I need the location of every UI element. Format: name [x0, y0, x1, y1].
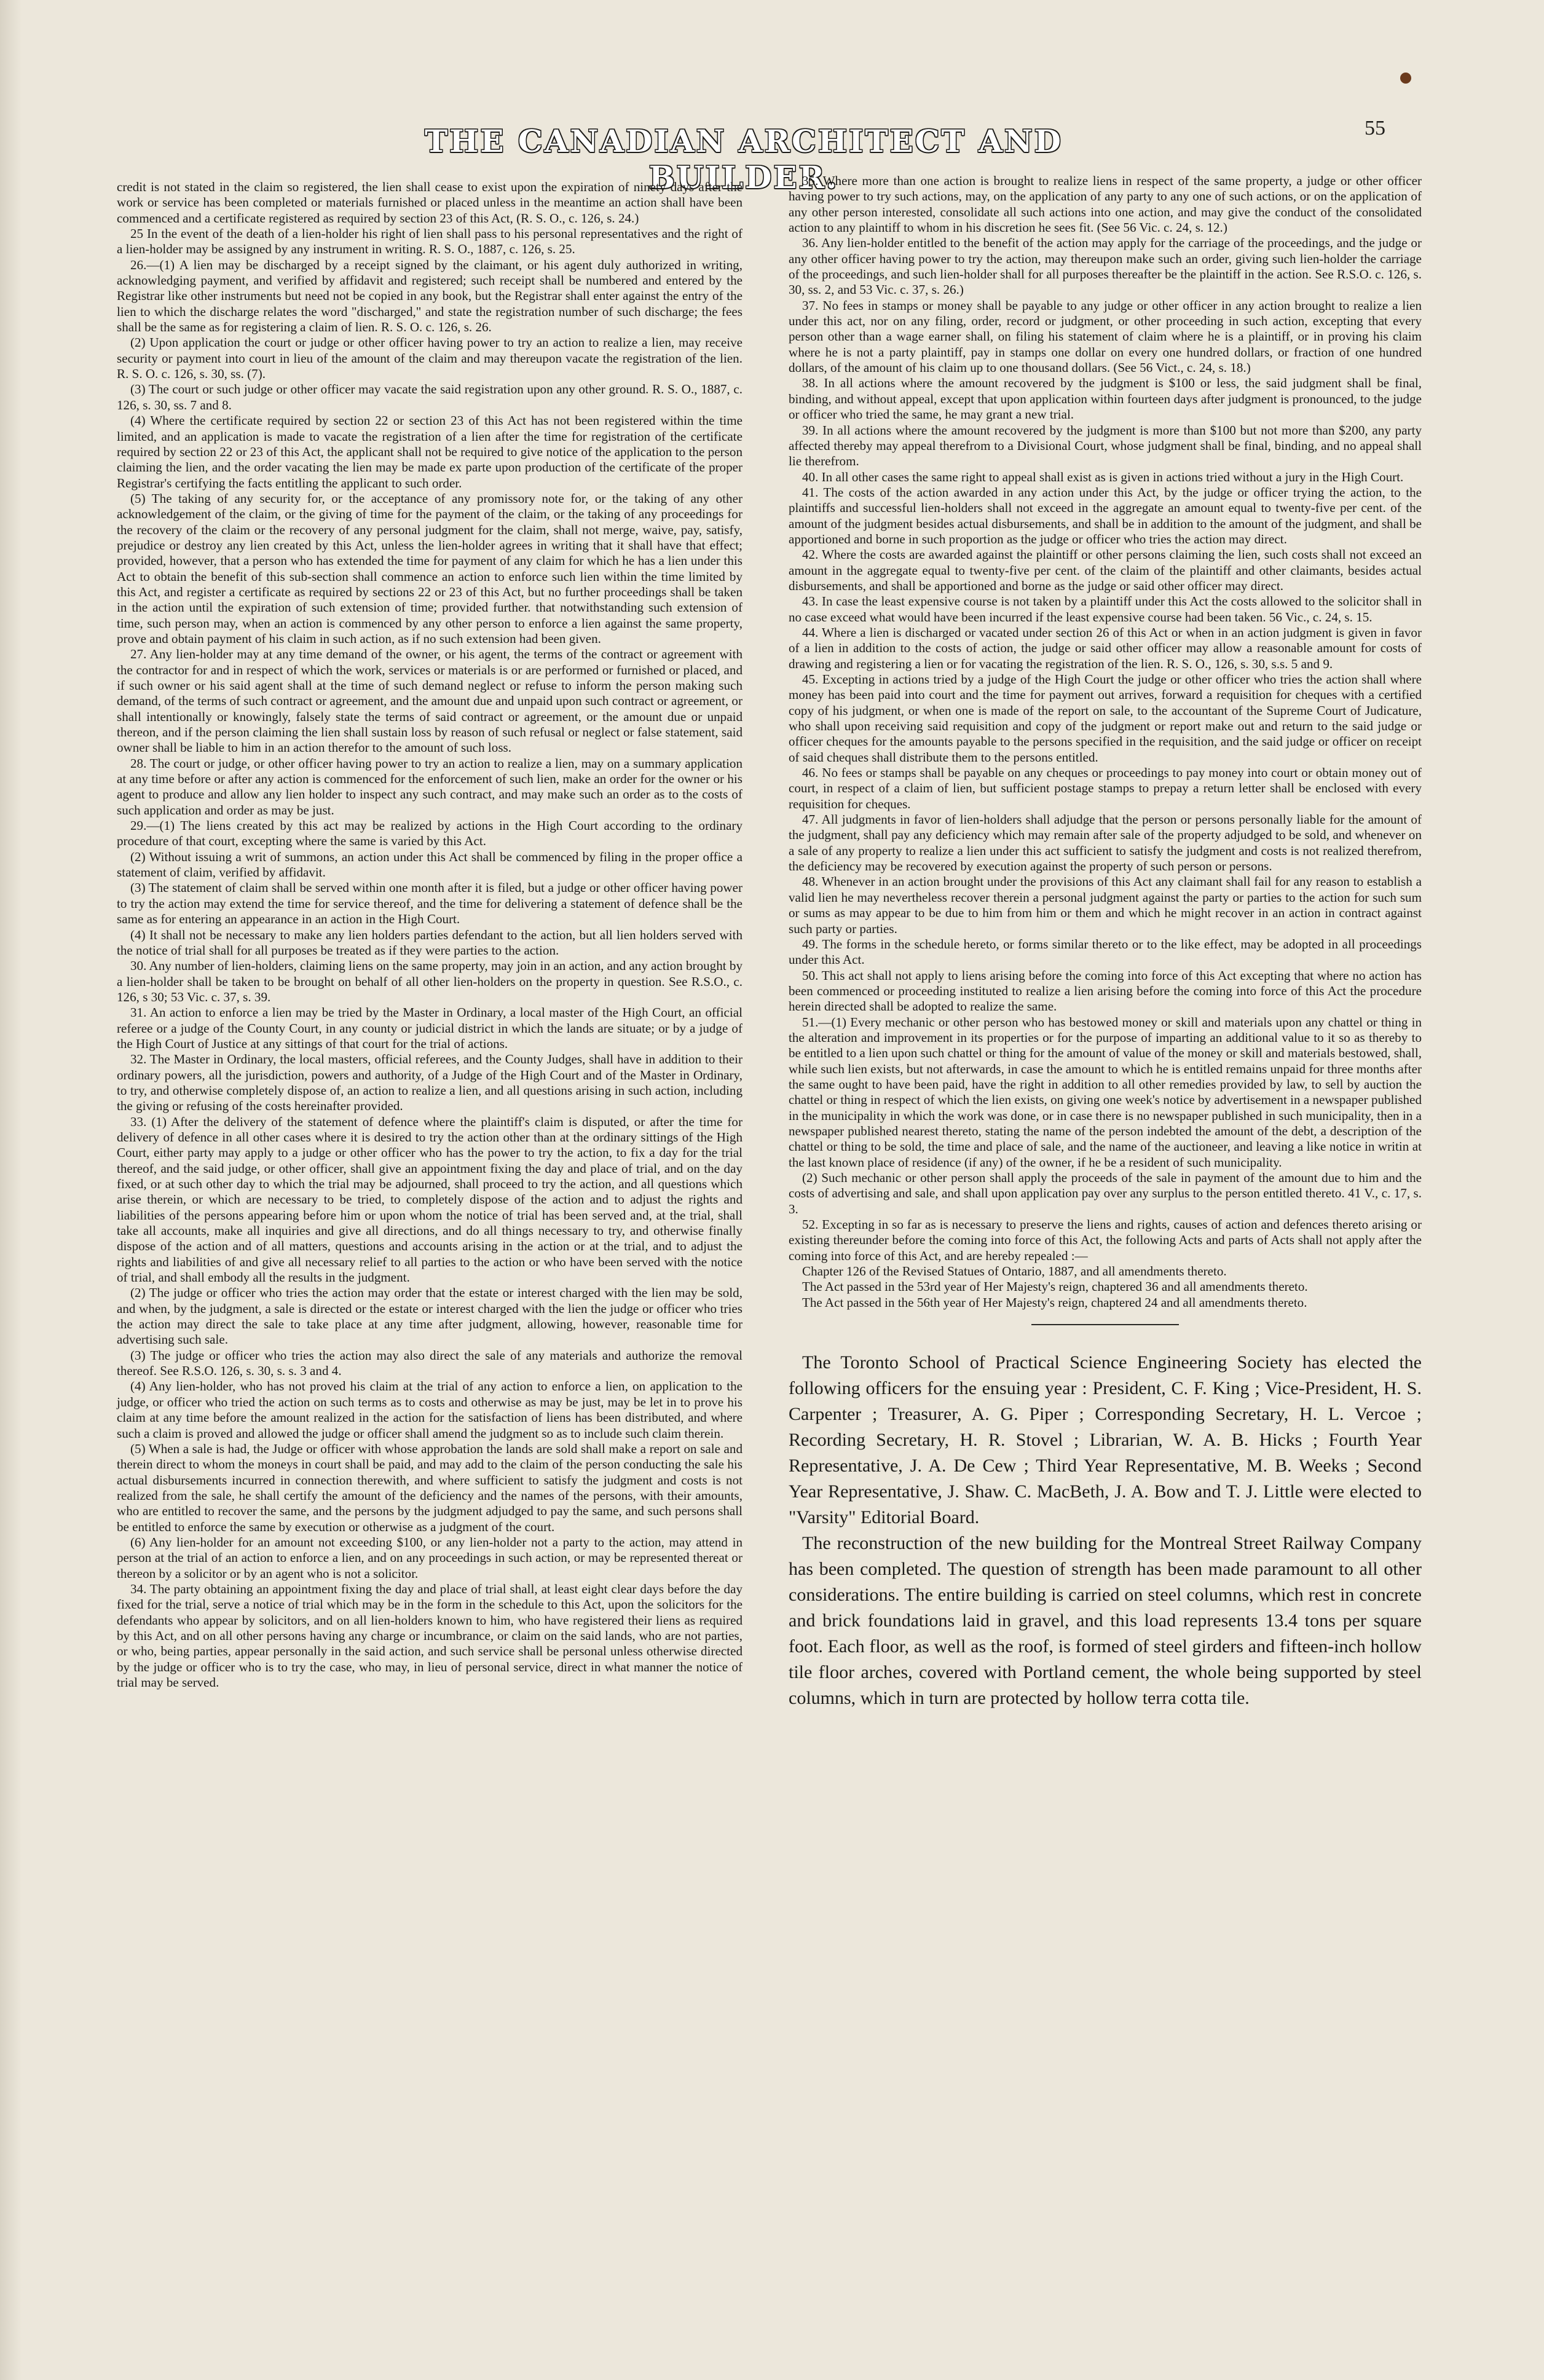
- statute-paragraph: 37. No fees in stamps or money shall be payable to any judge or other officer in any action brought to realize a lien under this act, nor on any filing, order, record or judgment, or other proceeding in such action, excepting that every person other than a wage earner shall, on filing his statement of claim where he is a plaintiff, or in proving his claim where he is not a party plaintiff, pay in stamps one dollar on every one hundred dollars, or fraction of one hundred dollars, of the amount of his claim up to one thousand dollars. (See 56 Vict., c. 24, s. 18.): [789, 298, 1422, 376]
- statute-paragraph: 25 In the event of the death of a lien-holder his right of lien shall pass to his personal representatives and the right of a lien-holder may be assigned by any instrument in writing. R. S. O., 1887, c. 126, s. 25.: [117, 226, 742, 257]
- statute-paragraph: (5) The taking of any security for, or the acceptance of any promissory note for, or the taking of any other acknowledgement of the claim, or the giving of time for the payment of the claim, or the taking of any proceedings for the recovery of the claim or the recovery of any personal judgment for the claim, shall not merge, waive, pay, satisfy, prejudice or destroy any lien created by this Act, unless the lien-holder agrees in writing that it shall have that effect; provided, however, that a person who has extended the time for payment of any claim for which he has a lien under this Act to obtain the benefit of this sub-section shall commence an action to enforce such lien within the time limited by this Act, and register a certificate as required by sections 22 or 23 of this Act, but no further proceedings shall be taken in the action until the expiration of such extension of time; provided further. that notwithstanding such extension of time, such person may, when an action is commenced by any other person to enforce a lien against the same property, prove and obtain payment of his claim in such action, as if no such extension had been given.: [117, 491, 742, 646]
- statute-paragraph: credit is not stated in the claim so registered, the lien shall cease to exist upon the expiration of ninety days after the work or service has been completed or materials furnished or placed unless in the meantime an action shall have been commenced and a certificate registered as required by section 23 of this Act, (R. S. O., c. 126, s. 24.): [117, 179, 742, 226]
- news-notes: [789, 1350, 1422, 1711]
- news-note-paragraph: The reconstruction of the new building for the Montreal Street Railway Company has been completed. The question of strength has been made paramount to all other considerations. The entire building is carried on steel columns, which rest in concrete and brick foundations laid in gravel, and this load represents 13.4 tons per square foot. Each floor, as well as the roof, is formed of steel girders and fifteen-inch hollow tile floor arches, covered with Portland cement, the whole being supported by steel columns, which in turn are protected by hollow terra cotta tile.: [789, 1533, 1422, 1709]
- binding-shadow: [0, 0, 22, 2380]
- statute-paragraph: The Act passed in the 56th year of Her Majesty's reign, chaptered 24 and all amendments thereto.: [802, 1294, 1307, 1310]
- statute-paragraph: 38. In all actions where the amount recovered by the judgment is $100 or less, the said judgment shall be final, binding, and without appeal, except that upon application within fourteen days after judgment is pronounced, to the judge or officer who tried the same, he may grant a new trial.: [789, 376, 1422, 422]
- statute-paragraph: 34. The party obtaining an appointment fixing the day and place of trial shall, at least eight clear days before the day fixed for the trial, serve a notice of trial which may be in the form in the schedule to this Act, upon the solicitors for the defendants who appear by solicitors, and on all lien-holders known to him, who have registered their liens as required by this Act, and on all other persons having any charge or incumbrance, or claim on the said lands, who are not parties, or who, being parties, appear personally in the said action, and such service shall be personal unless otherwise directed by the judge or officer who is to try the case, who may, in lieu of personal service, direct in what manner the notice of trial may be served.: [117, 1581, 742, 1690]
- statute-paragraph: (3) The court or such judge or other officer may vacate the said registration upon any other ground. R. S. O., 1887, c. 126, s. 30, ss. 7 and 8.: [117, 382, 742, 412]
- statute-paragraph: (4) It shall not be necessary to make any lien holders parties defendant to the action, but all lien holders served with the notice of trial shall for all purposes be treated as if they were parties to the action.: [117, 927, 742, 958]
- statute-paragraph: 35. Where more than one action is brought to realize liens in respect of the same property, a judge or other officer having power to try such actions, may, on the application of any party to any one of such actions, or on the application of any other person interested, consolidate all such actions into one action, and may give the conduct of the consolidated action to any plaintiff to whom in his discretion he sees fit. (See 56 Vic. c. 24, s. 12.): [789, 173, 1422, 235]
- statute-paragraph: (2) The judge or officer who tries the action may order that the estate or interest charged with the lien may be sold, and when, by the judgment, a sale is directed or the estate or interest charged with the lien the judge or officer who tries the action may direct the sale to take place at any time after judgment, allowing, however, reasonable time for advertising such sale.: [117, 1285, 742, 1347]
- right-column: [789, 173, 1422, 1711]
- statute-paragraph: 27. Any lien-holder may at any time demand of the owner, or his agent, the terms of the contract or agreement with the contractor for and in respect of which the work, services or materials is or are performed or furnished or placed, and if such owner or his said agent shall at the time of such demand neglect or refuse to inform the person making such demand, of the terms of such contract or agreement, and the amount due and unpaid upon such contract or agreement, or shall intentionally or knowingly, falsely state the terms of said contract or agreement, or the amount due or unpaid thereon, and if the person claiming the lien shall sustain loss by reason of such refusal or neglect or false statement, said owner shall be liable to him in an action therefor to the amount of such loss.: [117, 647, 742, 755]
- statute-paragraph: (5) When a sale is had, the Judge or officer with whose approbation the lands are sold shall make a report on sale and therein direct to whom the moneys in court shall be paid, and may add to the claim of the person conducting the sale his actual disbursements incurred in connection therewith, and where sufficient to satisfy the judgment and costs is not realized from the sale, he shall certify the amount of the deficiency and the names of the persons, with their amounts, who are entitled to recover the same, and the persons by the judgment adjudged to pay the same, and such persons shall be entitled to enforce the same by execution or otherwise as a judgment of the court.: [117, 1441, 742, 1534]
- statute-paragraph: (4) Where the certificate required by section 22 or section 23 of this Act has not been registered within the time limited, and an application is made to vacate the registration of a lien after the time for registration of the certificate required by section 22 or 23 of this Act, the applicant shall not be required to give notice of the application to the person claiming the lien, and the order vacating the lien may be made ex parte upon production of the certificate of the proper Registrar's certifying the facts entitling the applicant to such order.: [117, 413, 742, 491]
- statute-paragraph: The Act passed in the 53rd year of Her Majesty's reign, chaptered 36 and all amendments thereto.: [802, 1279, 1308, 1294]
- statute-paragraph: 41. The costs of the action awarded in any action under this Act, by the judge or officer trying the action, to the plaintiffs and successful lien-holders shall not exceed in the aggregate an amount equal to twenty-five per cent. of the amount of the judgment besides actual disbursements, and shall be in addition to the amount of the judgment, and shall be apportioned and borne in such proportion as the judge or officer who tries the action may direct.: [789, 484, 1422, 546]
- statute-paragraph: (3) The judge or officer who tries the action may also direct the sale of any materials and authorize the removal thereof. See R.S.O. 126, s. 30, s. s. 3 and 4.: [117, 1347, 742, 1379]
- statute-paragraph: 42. Where the costs are awarded against the plaintiff or other persons claiming the lien, such costs shall not exceed an amount in the aggregate equal to twenty-five per cent. of the claim of the plaintiff and other claimants, besides actual disbursements, and shall be apportioned and borne as the judge or said other officer may direct.: [789, 547, 1422, 593]
- statute-paragraph: 33. (1) After the delivery of the statement of defence where the plaintiff's claim is disputed, or after the time for delivery of defence in all other cases where it is desired to try the action other than at the ordinary sittings of the High Court, either party may apply to a judge or other officer who has the power to try the action, to fix a day for the trial thereof, and the said judge, or other officer, shall give an appointment fixing the day and place of trial, and on the day fixed, or at such other day to which the trial may be adjourned, shall proceed to try the action, and all questions which arise therein, or which are necessary to be tried, to completely dispose of the action and to adjust the rights and liabilities of the persons appearing before him or upon whom the notice of trial has been served and, at the trial, shall take all accounts, make all inquiries and give all directions, and do all things necessary to try, and otherwise finally dispose of the action and of all matters, questions and accounts arising in the action or at the trial, and to adjust the rights and liabilities of and give all necessary relief to all parties to the action or who have been served with the notice of trial, and shall embody all the results in the judgment.: [117, 1114, 742, 1285]
- statute-paragraph: 31. An action to enforce a lien may be tried by the Master in Ordinary, a local master of the High Court, an official referee or a judge of the County Court, in any county or judicial district in which the lands are situate; or by a judge of the High Court of Justice at any sittings of that court for the trial of actions.: [117, 1005, 742, 1051]
- statute-paragraph: 44. Where a lien is discharged or vacated under section 26 of this Act or when in an action judgment is given in favor of a lien in addition to the costs of action, the judge or said other officer may allow a reasonable amount for costs of drawing and registering a lien or for vacating the registration of the lien. R. S. O., 126, s. 30, s.s. 5 and 9.: [789, 625, 1422, 671]
- statute-paragraph: 32. The Master in Ordinary, the local masters, official referees, and the County Judges, shall have in addition to their ordinary powers, all the jurisdiction, powers and authority, of a Judge of the High Court and of the Master in Ordinary, to try, and otherwise completely dispose of, an action to realize a lien, and all questions arising in such action, including the giving or refusing of the costs hereinafter provided.: [117, 1052, 742, 1114]
- statute-paragraph: 43. In case the least expensive course is not taken by a plaintiff under this Act the costs allowed to the solicitor shall in no case exceed what would have been incurred if the least expensive course had been taken. 56 Vic., c. 24, s. 15.: [789, 594, 1422, 625]
- statute-paragraph: (4) Any lien-holder, who has not proved his claim at the trial of any action to enforce a lien, on application to the judge, or officer who tried the action on such terms as to costs and otherwise as may be just, may be let in to prove his claim at any time before the amount realized in the action for the satisfaction of liens has been distributed, and where such a claim is proved and allowed the judge or officer shall amend the judgment so as to include such claim therein.: [117, 1379, 742, 1441]
- statute-paragraph: 46. No fees or stamps shall be payable on any cheques or proceedings to pay money into court or obtain money out of court, in respect of a claim of lien, but sufficient postage stamps to prepay a return letter shall be enclosed with every requisition for cheques.: [789, 765, 1422, 811]
- statute-paragraph: 40. In all other cases the same right to appeal shall exist as is given in actions tried without a jury in the High Court.: [802, 469, 1404, 484]
- running-head: THE CANADIAN ARCHITECT AND BUILDER.: [424, 123, 1063, 195]
- statute-paragraph: (2) Such mechanic or other person shall apply the proceeds of the sale in payment of the amount due to him and the costs of advertising and sale, and shall upon application pay over any surplus to the person entitled thereto. 41 V., c. 17, s. 3.: [789, 1170, 1422, 1216]
- statute-paragraph: 28. The court or judge, or other officer having power to try an action to realize a lien, may on a summary application at any time before or after any action is commenced for the enforcement of such lien, make an order for the owner or his agent to produce and allow any lien holder to inspect any such contract, and may make such an order as to the costs of such application and order as may be just.: [117, 755, 742, 818]
- statute-paragraph: (2) Upon application the court or judge or other officer having power to try an action to realize a lien, may receive security or payment into court in lieu of the amount of the claim and may thereupon vacate the registration of the lien. R. S. O. c. 126, s. 30, ss. (7).: [117, 335, 742, 382]
- statute-paragraph: 47. All judgments in favor of lien-holders shall adjudge that the person or persons personally liable for the amount of the judgment, shall pay any deficiency which may remain after sale of the property adjudged to be sold, and whenever on a sale of any property to realize a lien under this act sufficient to satisfy the judgment and costs is not realized therefrom, the deficiency may be recovered by execution against the property of such person or persons.: [789, 812, 1422, 874]
- statute-paragraph: 52. Excepting in so far as is necessary to preserve the liens and rights, causes of action and defences thereto arising or existing thereunder before the coming into force of this Act, the following Acts and parts of Acts shall not apply after the coming into force of this Act, and are hereby repealed :—: [789, 1217, 1422, 1263]
- statute-paragraph: 48. Whenever in an action brought under the provisions of this Act any claimant shall fail for any reason to establish a valid lien he may nevertheless recover therein a personal judgment against the party or parties to the action for such sum or sums as may appear to be due to him from him or them and which he might recover in an action in contract against such party or parties.: [789, 874, 1422, 936]
- statute-paragraph: 39. In all actions where the amount recovered by the judgment is more than $100 but not more than $200, any party affected thereby may appeal therefrom to a Divisional Court, whose judgment shall be final, binding, and no appeal shall lie therefrom.: [789, 422, 1422, 469]
- statute-paragraph: Chapter 126 of the Revised Statues of Ontario, 1887, and all amendments thereto.: [802, 1264, 1227, 1279]
- statute-paragraph: (3) The statement of claim shall be served within one month after it is filed, but a judge or other officer having power to try the action may extend the time for service thereof, and the time for delivering a statement of defence shall be the same as for entering an appearance in an action in the High Court.: [117, 880, 742, 927]
- right-column-statute-text: [789, 173, 1422, 1310]
- statute-paragraph: 49. The forms in the schedule hereto, or forms similar thereto or to the like effect, may be adopted in all proceedings under this Act.: [789, 936, 1422, 967]
- statute-paragraph: 45. Excepting in actions tried by a judge of the High Court the judge or other officer who tries the action shall where money has been paid into court and the time for payment out arrives, forward a requisition for cheques with a certified copy of his judgment, or when one is made of the report on sale, to the accountant of the Supreme Court of Judicature, who shall upon receiving said requisition and copy of the judgment or report make out and return to the said judge or officer cheques for the amounts payable to the persons specified in the requisition, and the said judge or officer on receipt of said cheques shall distribute them to the persons entitled.: [789, 672, 1422, 765]
- statute-paragraph: 36. Any lien-holder entitled to the benefit of the action may apply for the carriage of the proceedings, and the judge or any other officer having power to try the action, may thereupon make such an order, giving such lien-holder the carriage of the proceedings, and such lien-holder shall for all purposes thereafter be the plaintiff in the action. See R.S.O. c. 126, s. 30, ss. 2, and 53 Vic. c. 37, s. 26.): [789, 235, 1422, 298]
- statute-paragraph: 29.—(1) The liens created by this act may be realized by actions in the High Court according to the ordinary procedure of that court, excepting where the same is varied by this Act.: [117, 818, 742, 849]
- statute-paragraph: 50. This act shall not apply to liens arising before the coming into force of this Act excepting that where no action has been commenced or proceeding instituted to realize a lien arising before the coming into force of this Act the procedure herein directed shall be adopted to realize the same.: [789, 967, 1422, 1014]
- section-divider: [1031, 1324, 1179, 1325]
- statute-paragraph: 26.—(1) A lien may be discharged by a receipt signed by the claimant, or his agent duly authorized in writing, acknowledging payment, and verified by affidavit and registered; such receipt shall be numbered and entered by the Registrar like other instruments but need not be copied in any book, but the Registrar shall enter against the entry of the lien to which the discharge relates the word "discharged," and state the registration number of such discharge; the fees shall be the same as for registering a claim of lien. R. S. O. c. 126, s. 26.: [117, 257, 742, 335]
- statute-paragraph: (6) Any lien-holder for an amount not exceeding $100, or any lien-holder not a party to the action, may attend in person at the trial of an action to enforce a lien, and on any proceedings in such action, or may be represented thereat or thereon by a solicitor or by an agent who is not a solicitor.: [117, 1534, 742, 1581]
- statute-paragraph: (2) Without issuing a writ of summons, an action under this Act shall be commenced by filing in the proper office a statement of claim, verified by affidavit.: [117, 849, 742, 880]
- statute-paragraph: 30. Any number of lien-holders, claiming liens on the same property, may join in an action, and any action brought by a lien-holder shall be taken to be brought on behalf of all other lien-holders on the property in question. See R.S.O., c. 126, s 30; 53 Vic. c. 37, s. 39.: [117, 958, 742, 1004]
- news-note-paragraph: The Toronto School of Practical Science Engineering Society has elected the following officers for the ensuing year : President, C. F. King ; Vice-President, H. S. Carpenter ; Treasurer, A. G. Piper ; Corresponding Secretary, H. L. Vercoe ; Recording Secretary, H. R. Stovel ; Librarian, W. A. B. Hicks ; Fourth Year Representative, J. A. De Cew ; Third Year Representative, M. B. Weeks ; Second Year Representative, J. Shaw. C. MacBeth, J. A. Bow and T. J. Little were elected to "Varsity" Editorial Board.: [789, 1352, 1422, 1528]
- page-number: 55: [1365, 117, 1385, 140]
- statute-paragraph: 51.—(1) Every mechanic or other person who has bestowed money or skill and materials upon any chattel or thing in the alteration and improvement in its properties or for the purpose of imparting an additional value to it so as thereby to be entitled to a lien upon such chattel or thing for the amount of value of the money or skill and materials bestowed, shall, while such lien exists, but not afterwards, in case the amount to which he is entitled remains unpaid for three months after the same ought to have been paid, have the right in addition to all other remedies provided by law, to sell by auction the chattel or thing in respect of which the lien exists, on giving one week's notice by advertisement in a newspaper published in the municipality in which the work was done, or in case there is no newspaper published in such municipality, then in a newspaper published nearest thereto, stating the name of the person indebted the amount of the debt, a description of the chattel or thing to be sold, the time and place of sale, and the name of the auctioneer, and leaving a like notice in writin at the last known place of residence (if any) of the owner, if he be a resident of such municipality.: [789, 1014, 1422, 1170]
- ink-blot: [1400, 73, 1411, 84]
- left-column: [117, 179, 742, 1690]
